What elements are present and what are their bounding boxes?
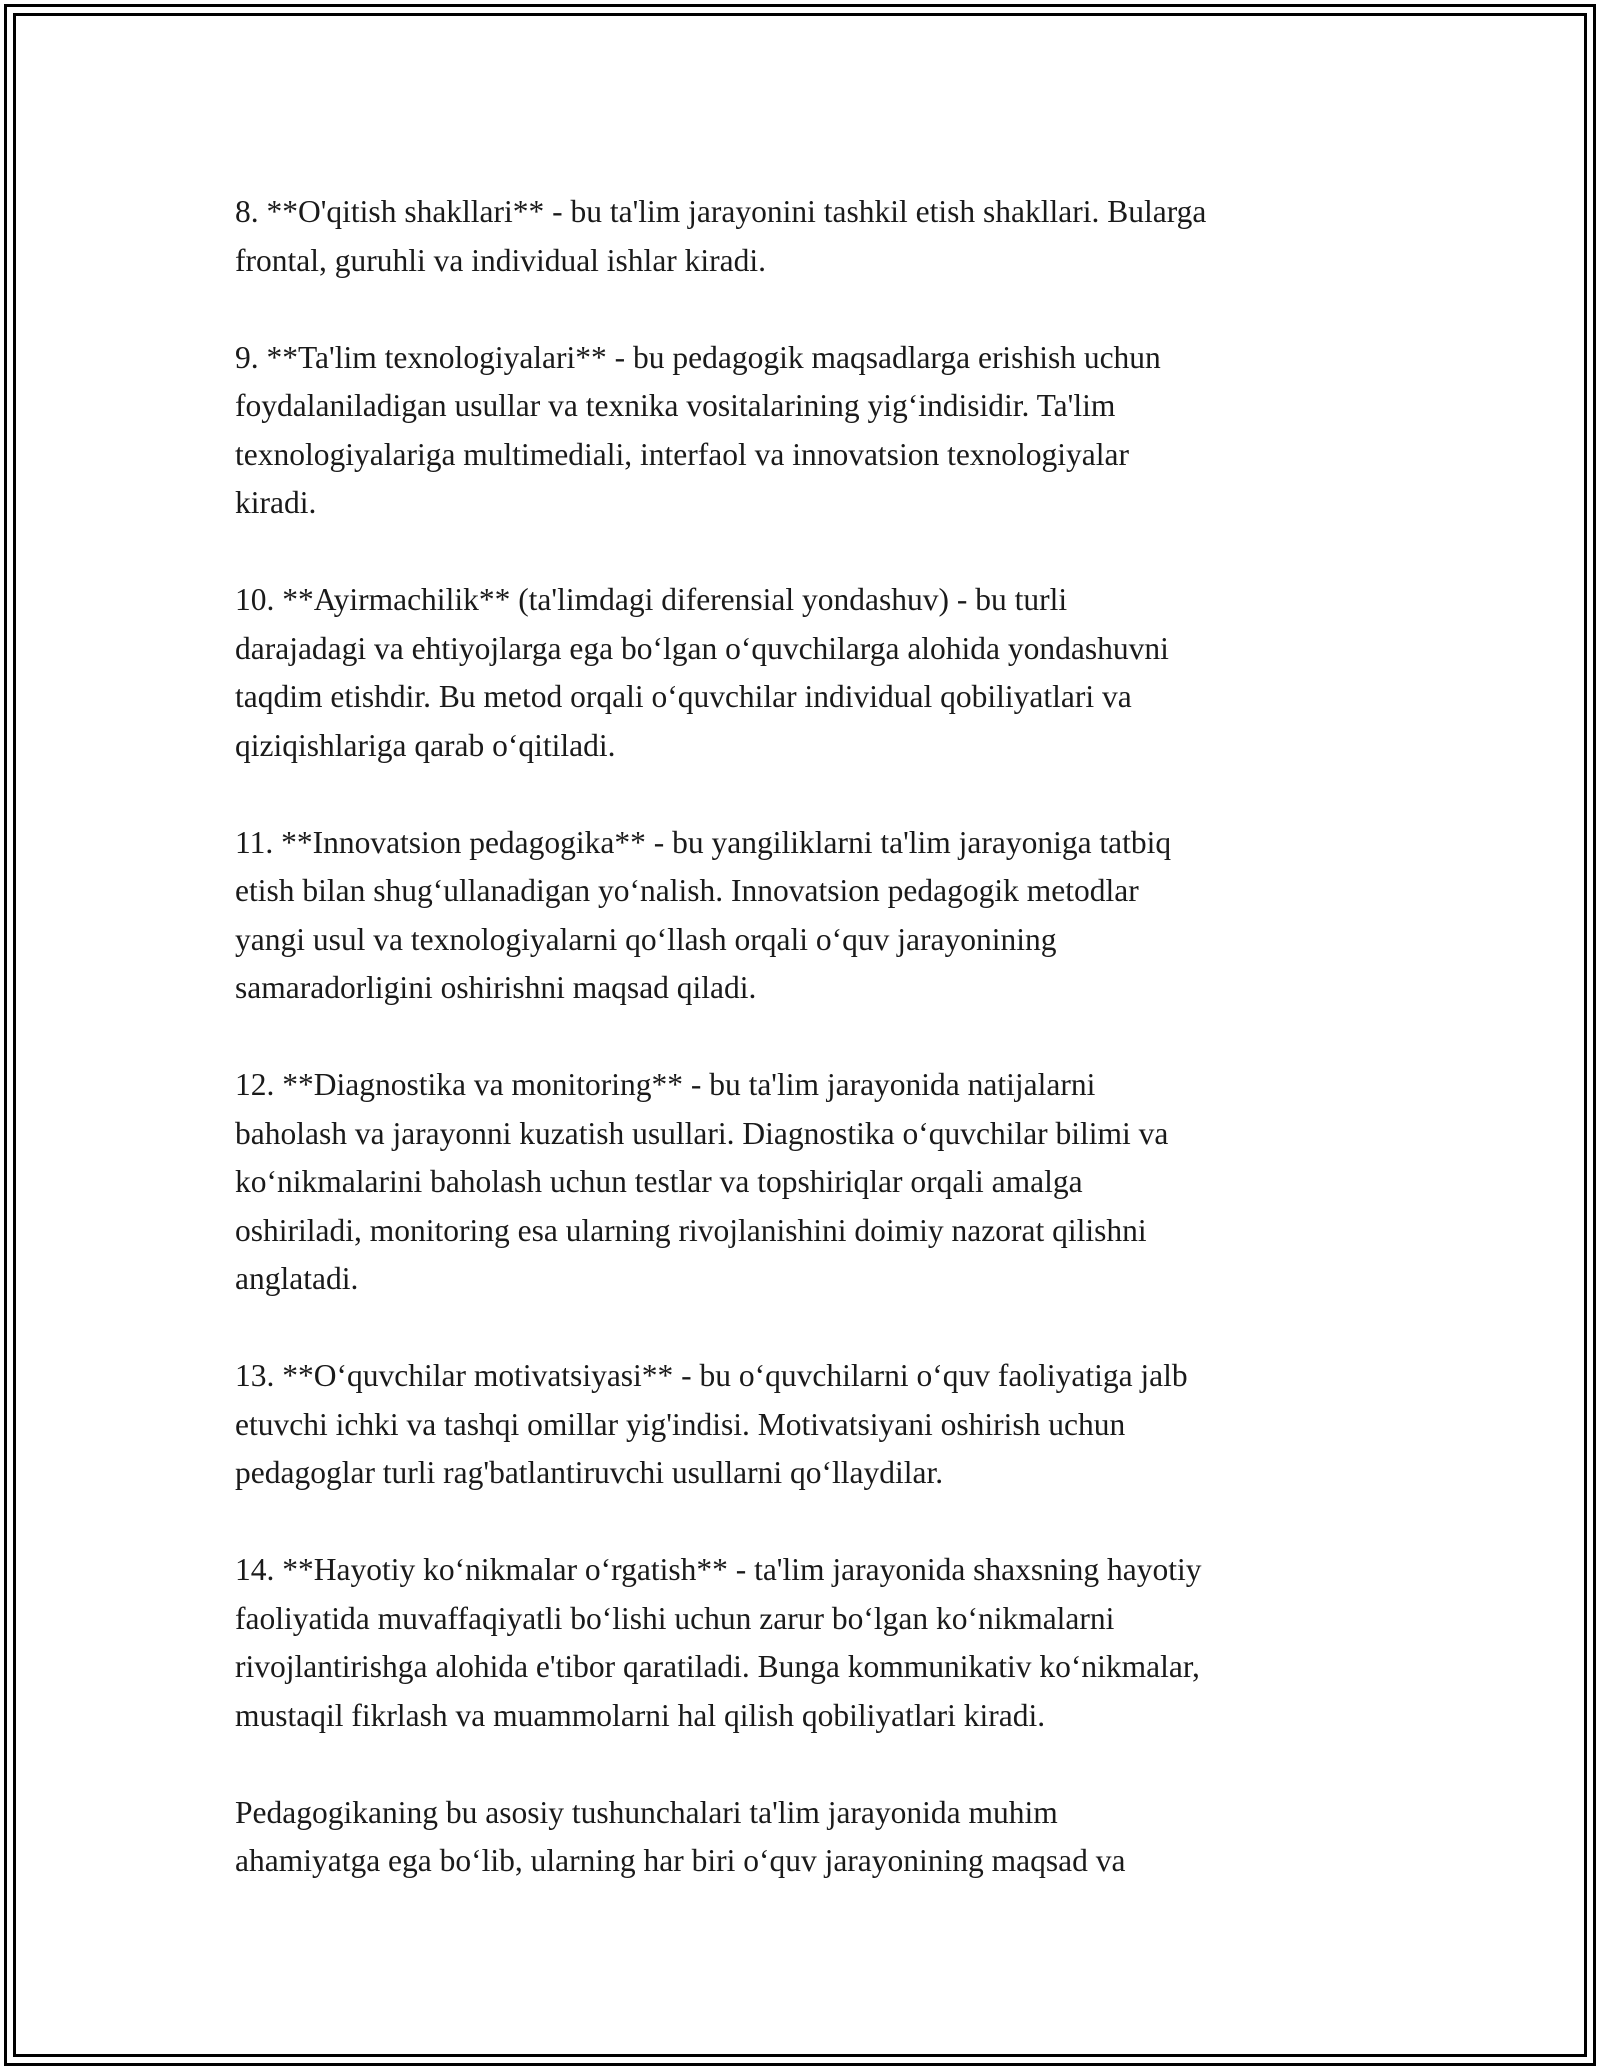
paragraph-conclusion [235,1789,1375,1886]
text-line: anglatadi. [235,1261,359,1296]
paragraph-item-9 [235,334,1375,528]
text-line: qiziqishlariga qarab o‘qitiladi. [235,727,616,763]
text-line: ahamiyatga ega bo‘lib, ularning har biri o‘quv jarayonining maqsad va [235,1843,1126,1878]
text-line: pedagoglar turli rag'batlantiruvchi usullarni qo‘llaydilar. [235,1455,944,1490]
text-line: Pedagogikaning bu asosiy tushunchalari ta'lim jarayonida muhim [235,1794,1058,1830]
document-body [235,188,1375,1934]
text-line: taqdim etishdir. Bu metod orqali o‘quvchilar individual qobiliyatlari va [235,679,1132,714]
text-line: etish bilan shug‘ullanadigan yo‘nalish. Innovatsion pedagogik metodlar [235,873,1139,908]
text-line: mustaqil fikrlash va muammolarni hal qilish qobiliyatlari kiradi. [235,1697,1046,1733]
text-line: etuvchi ichki va tashqi omillar yig'indisi. Motivatsiyani oshirish uchun [235,1406,1126,1442]
text-line: 10. **Ayirmachilik** (ta'limdagi diferensial yondashuv) - bu turli [235,582,1068,617]
paragraph-item-13 [235,1352,1375,1498]
text-line: faoliyatida muvaffaqiyatli bo‘lishi uchun zarur bo‘lgan ko‘nikmalarni [235,1600,1115,1636]
text-line: yangi usul va texnologiyalarni qo‘llash orqali o‘quv jarayonining [235,921,1057,957]
paragraph-item-10 [235,576,1375,770]
text-line: 12. **Diagnostika va monitoring** - bu ta'lim jarayonida natijalarni [235,1067,1096,1102]
paragraph-item-8 [235,188,1375,285]
text-line: 8. **O'qitish shakllari** - bu ta'lim jarayonini tashkil etish shakllari. Bularga [235,194,1207,229]
text-line: 14. **Hayotiy ko‘nikmalar o‘rgatish** - ta'lim jarayonida shaxsning hayotiy [235,1552,1202,1587]
text-line: baholash va jarayonni kuzatish usullari. Diagnostika o‘quvchilar bilimi va [235,1115,1169,1151]
text-line: 13. **O‘quvchilar motivatsiyasi** - bu o‘quvchilarni o‘quv faoliyatiga jalb [235,1358,1188,1393]
text-line: kiradi. [235,485,317,520]
text-line: samaradorligini oshirishni maqsad qiladi. [235,970,757,1005]
text-line: foydalaniladigan usullar va texnika vositalarining yig‘indisidir. Ta'lim [235,388,1116,423]
paragraph-item-14 [235,1546,1375,1740]
paragraph-item-11 [235,819,1375,1013]
text-line: oshiriladi, monitoring esa ularning rivojlanishini doimiy nazorat qilishni [235,1212,1147,1248]
text-line: darajadagi va ehtiyojlarga ega bo‘lgan o‘quvchilarga alohida yondashuvni [235,630,1169,666]
text-line: ko‘nikmalarini baholash uchun testlar va topshiriqlar orqali amalga [235,1164,1083,1199]
text-line: frontal, guruhli va individual ishlar kiradi. [235,242,767,278]
text-line: 9. **Ta'lim texnologiyalari** - bu pedagogik maqsadlarga erishish uchun [235,339,1161,375]
text-line: texnologiyalariga multimediali, interfaol va innovatsion texnologiyalar [235,436,1130,472]
text-line: rivojlantirishga alohida e'tibor qaratiladi. Bunga kommunikativ ko‘nikmalar, [235,1649,1200,1684]
paragraph-item-12 [235,1061,1375,1304]
text-line: 11. **Innovatsion pedagogika** - bu yangiliklarni ta'lim jarayoniga tatbiq [235,824,1172,860]
